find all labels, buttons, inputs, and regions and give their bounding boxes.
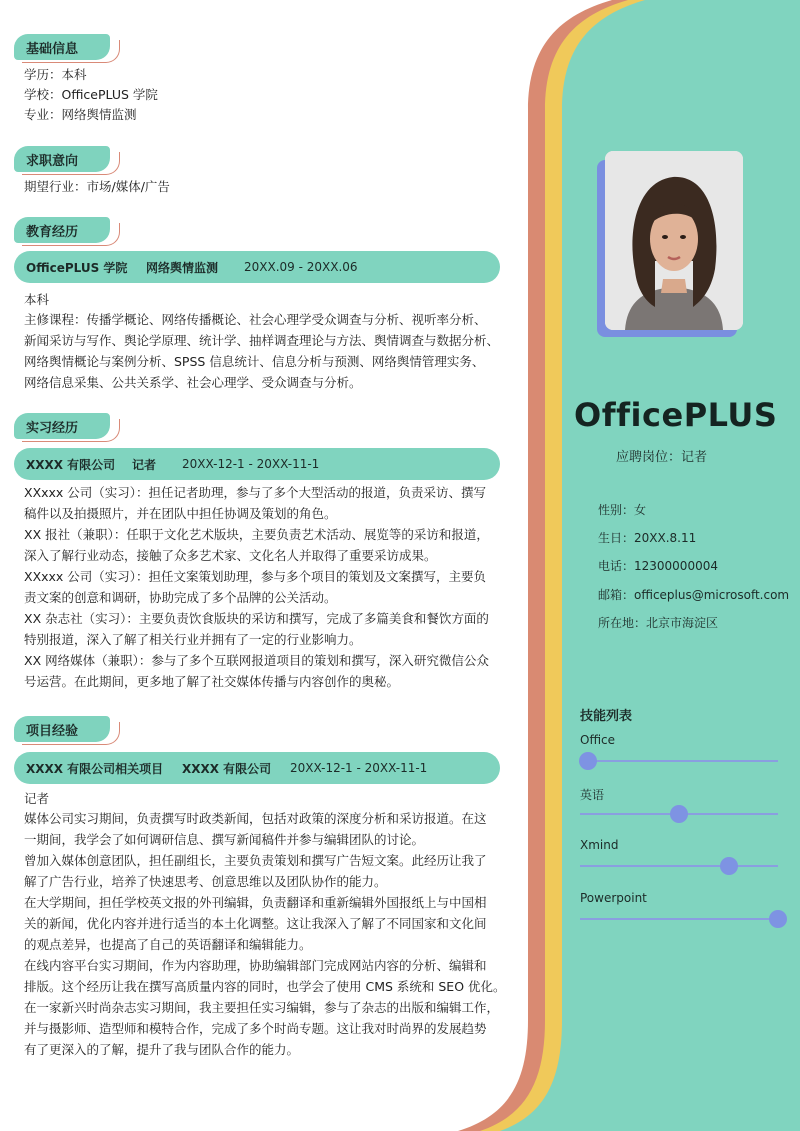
project-line: 有了更深入的了解，提升了我与团队合作的能力。: [24, 1042, 300, 1057]
internship-role: 记者: [132, 457, 157, 472]
internship-line: 深入了解行业动态，接触了众多艺术家、文化名人并取得了重要采访成果。: [24, 548, 437, 563]
internship-line: 特别报道，深入了解了相关行业并拥有了一定的行业影响力。: [24, 632, 362, 647]
project-line: 曾加入媒体创意团队，担任副组长，主要负责策划和撰写广告短文案。此经历让我了: [24, 853, 487, 868]
basic-degree: 学历：本科: [24, 67, 87, 82]
internship-line: XXxxx 公司（实习）：担任记者助理，参与了多个大型活动的报道，负责采访、撰写: [24, 485, 487, 500]
course-line: 主修课程：传播学概论、网络传播概论、社会心理学受众调查与分析、视听率分析、: [24, 312, 487, 327]
internship-line: 号运营。在此期间，更多地了解了社交媒体传播与内容创作的奥秘。: [24, 674, 400, 689]
portrait-illustration: [605, 151, 743, 330]
skills-title: 技能列表: [580, 709, 633, 724]
project-details: [24, 808, 510, 1060]
project-company: XXXX 有限公司: [182, 761, 272, 776]
course-line: 网络舆情概论与案例分析、SPSS 信息统计、信息分析与预测、网络舆情管理实务、: [24, 354, 485, 369]
project-line: 媒体公司实习期间，负责撰写时政类新闻，包括对政策的深度分析和采访报道。在这: [24, 811, 487, 826]
skill-level-knob: [769, 910, 787, 928]
education-courses: [24, 309, 510, 393]
section-project: [14, 716, 118, 744]
basic-major: 专业：网络舆情监测: [24, 107, 137, 122]
profile-photo: [605, 151, 743, 330]
education-period: 20XX.09 - 20XX.06: [244, 260, 358, 274]
skill-label: 英语: [580, 788, 605, 802]
internship-line: XX 报社（兼职）：任职于文化艺术版块，主要负责艺术活动、展览等的采访和报道，: [24, 527, 489, 542]
project-line: 的观点差异，也提高了自己的英语翻译和编辑能力。: [24, 937, 312, 952]
project-line: 在大学期间，担任学校英文报的外刊编辑，负责翻译和重新编辑外国报纸上与中国相: [24, 895, 487, 910]
info-phone: 电话：12300000004: [598, 559, 718, 573]
internship-period: 20XX-12-1 - 20XX-11-1: [182, 457, 320, 471]
skill-track: [580, 865, 778, 867]
skill-label: Xmind: [580, 838, 619, 852]
education-school: OfficePLUS 学院: [26, 260, 128, 275]
project-line: 解了广告行业，培养了快速思考、创意思维以及团队协作的能力。: [24, 874, 387, 889]
section-intent: [14, 146, 118, 174]
internship-line: 稿件以及拍摄照片，并在团队中担任协调及策划的角色。: [24, 506, 337, 521]
skill-track: [580, 813, 778, 815]
applied-position: 应聘岗位：记者: [616, 450, 708, 465]
project-line: 关的新闻，优化内容并进行适当的本土化调整。这让我深入了解了不同国家和文化间: [24, 916, 487, 931]
info-email: 邮箱：officeplus@microsoft.com: [598, 588, 790, 602]
project-line: 在一家新兴时尚杂志实习期间，我主要担任实习编辑，参与了杂志的出版和编辑工作，: [24, 1000, 500, 1015]
section-education: [14, 217, 118, 245]
internship-line: 责文案的创意和调研，协助完成了多个品牌的公关活动。: [24, 590, 337, 605]
project-role: 记者: [24, 791, 50, 806]
project-line: 并与摄影师、造型师和模特合作，完成了多个时尚专题。这让我对时尚界的发展趋势: [24, 1021, 487, 1036]
education-degree: 本科: [24, 292, 50, 307]
internship-header-bar: [14, 448, 500, 480]
course-line: 新闻采访与写作、舆论学原理、统计学、抽样调查理论与方法、舆情调查与数据分析、: [24, 333, 500, 348]
candidate-name: OfficePLUS: [574, 396, 778, 434]
section-title: 项目经验: [26, 724, 79, 739]
basic-school: 学校：OfficePLUS 学院: [24, 87, 158, 102]
skill-track: [580, 918, 778, 920]
skill-level-knob: [579, 752, 597, 770]
project-header-bar: [14, 752, 500, 784]
course-line: 网络信息采集、公共关系学、社会心理学、受众调查与分析。: [24, 375, 362, 390]
education-header-bar: [14, 251, 500, 283]
intent-industry: 期望行业：市场/媒体/广告: [24, 179, 170, 194]
project-line: 一期间，我学会了如何调研信息、撰写新闻稿件并参与编辑团队的讨论。: [24, 832, 425, 847]
project-period: 20XX-12-1 - 20XX-11-1: [290, 761, 428, 775]
project-name: XXXX 有限公司相关项目: [26, 761, 164, 776]
education-major: 网络舆情监测: [146, 260, 219, 275]
section-title: 教育经历: [26, 225, 79, 240]
project-line: 在线内容平台实习期间，作为内容助理，协助编辑部门完成网站内容的分析、编辑和: [24, 958, 487, 973]
project-line: 排版。这个经历让我在撰写高质量内容的同时，也学会了使用 CMS 系统和 SEO 优化。: [24, 979, 506, 994]
info-location: 所在地：北京市海淀区: [598, 616, 719, 630]
internship-line: XX 杂志社（实习）：主要负责饮食版块的采访和撰写，完成了多篇美食和餐饮方面的: [24, 611, 489, 626]
section-basic-info: [14, 34, 118, 62]
internship-line: XXxxx 公司（实习）：担任文案策划助理，参与多个项目的策划及文案撰写，主要负: [24, 569, 487, 584]
skill-label: Office: [580, 733, 616, 747]
internship-company: XXXX 有限公司: [26, 457, 116, 472]
info-birthday: 生日：20XX.8.11: [598, 531, 697, 545]
skill-label: Powerpoint: [580, 891, 647, 905]
skill-level-knob: [670, 805, 688, 823]
section-title: 实习经历: [26, 421, 79, 436]
internship-details: [24, 482, 510, 692]
skill-level-knob: [720, 857, 738, 875]
info-gender: 性别：女: [598, 503, 647, 517]
internship-line: XX 网络媒体（兼职）：参与了多个互联网报道项目的策划和撰写，深入研究微信公众: [24, 653, 489, 668]
skill-track: [580, 760, 778, 762]
section-title: 基础信息: [26, 42, 79, 57]
right-column: [560, 0, 800, 1131]
section-title: 求职意向: [26, 154, 79, 169]
section-internship: [14, 413, 118, 441]
